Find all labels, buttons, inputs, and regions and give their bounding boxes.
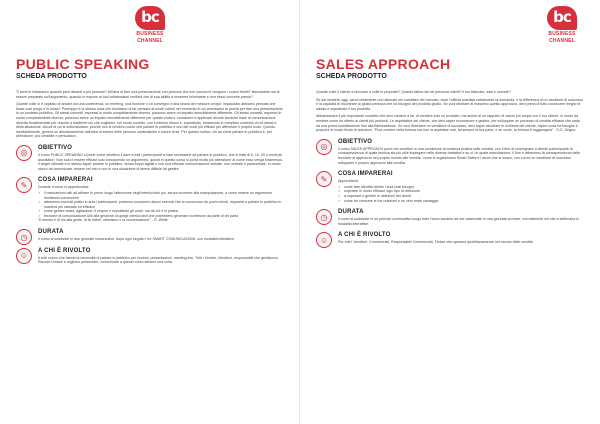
people-icon: ☺	[316, 232, 332, 248]
logo-line1: BUSINESS	[548, 31, 576, 37]
intro-paragraph: Abbandonare il più importante concetto che devi credere a fai, di vendere solo un prodotto, ma anche di un rapporto di valore più ampio con il tuo cliente, in modo da rendere come ha offerto ai clienti più profondi. Le aspettative del cliente, che devi saper riconoscere e gestire, per sviluppare un processo di vendita efficace che vada da una prima soddisfazione fino alla fidelizzazione. Se vuoi diventare un venditore di successo, devi saper ascoltare le richieste del cliente, capire cosa ha bisogno e proporre in modo fluido le soluzioni. "Puoi credere nella fortuna ma non la aspettare mai, fai sempre la tua parte, e se vuole, la fortuna ti raggiungerà" - S.O. Origeo..	[316, 114, 580, 133]
page-title: PUBLIC SPEAKING	[16, 56, 150, 72]
section-a-chi-rivolto	[316, 232, 584, 245]
intro-paragraph: Se sai vendere oggi, sarai certamente uno allenato nel cambiare del mercato, dove l'offerta sovrasta nettamente la domanda, e la differenza di un venditore di successo è la capacità di incontrare la giusta persona che ha bisogno del prodotto giusto. Se vuoi sfruttare al massimo questo approccio, devi prima di tutto conoscere meglio te stesso e soprattutto il tuo prodotto.	[316, 97, 584, 111]
section-durata	[16, 229, 283, 242]
page-subtitle: SCHEDA PRODOTTO	[316, 73, 387, 80]
bullet-list	[338, 185, 584, 203]
bullet-item: ✓ a superare e gestire le obiezioni dei clienti	[338, 194, 584, 199]
bullet-item: ✓ superare in modo efficace ogni tipo di obiezione	[338, 189, 584, 194]
section-cosa-imparerai	[16, 177, 283, 223]
bullet-list	[38, 191, 283, 219]
section-a-chi-rivolto	[16, 248, 283, 265]
bullet-item: ✓ tecniche di comunicazione utili alla gestione di quegli interlocutori che potrebbero generare incertezze da parte di chi parla	[38, 214, 283, 219]
intro-paragraph: Ti senti in imbarazzo quando parli davanti a più persone? All'idea di fare una presentazione con persone che non conosci ti vengono i sudori freddi? Nonostante sia di essere preparato sull'argomento, quando le espone ai tuoi collaboratori verifichi che di sua abilità a rimanere fulminante e non riesci concerle parole?	[16, 90, 280, 99]
logo-line2: CHANNEL	[549, 38, 575, 44]
bullet-item: ✓ attraverso esercizi pratici in aula i partecipanti, potranno conoscere alcuni esercizi che si conoscono da pochi minuti, imparerà a parlare in pubblico in maniera più naturale ed efficace	[38, 200, 283, 209]
section-body	[338, 147, 584, 165]
section-title: DURATA	[38, 229, 64, 236]
section-body	[338, 179, 584, 203]
section-text: Il corso si suddivide in un periodo continuativo lungo tutto l'anno accanto ad ore cadenzate in una giornata al mese, normalmente nel sito a settimana in modalità interattive.	[338, 217, 580, 226]
bullet-item: ✓ il meccanismi utili ad attirare in primo luogo l'attenzione degli interlocutori poi, senza incorrere alla manipolazione, a come essere un argomento risultando convincenti	[38, 191, 283, 200]
section-body	[338, 217, 584, 226]
section-body	[38, 153, 283, 171]
section-title: COSA IMPARERAI	[338, 171, 393, 178]
target-icon: ◎	[316, 139, 332, 155]
logo-mark: bc	[135, 6, 165, 30]
clock-icon: ◷	[16, 229, 32, 245]
section-body	[338, 240, 584, 245]
logo-line2: CHANNEL	[137, 38, 163, 44]
logo-line1: BUSINESS	[136, 31, 164, 37]
people-icon: ☺	[16, 248, 32, 264]
bullet-item: ✓ come far crescere le tue relazioni e un vero reale vantaggio	[338, 199, 584, 204]
bullet-item: ✓ come gestire ansia, agitazione, il respiro e soprattutto gli occhi, sia da chi è in platea	[38, 209, 283, 214]
section-title: OBIETTIVO	[338, 138, 373, 145]
section-durata	[316, 209, 584, 226]
section-text: Il corso SALES APPROACH porre nei venditori in una condizione di continua pratica sulle vendita, con il fine di convegnare a cliente partecipante la consapevolezza di quale tecnica sia più utile impiegare nelle diverse trattative e su ci i in quale esercitazione. Il fine è attraverso la consapevolezza delle tecniche di approccio nel proprio mondo alle vendite, come si organizzano Smart Sales e i lavori che si usano, con cui ed un venditore di successo sviluppare il proprio approccio alla vendita.	[338, 146, 581, 165]
section-obiettivo	[16, 145, 283, 171]
section-text: Durante il corso si approfondirà:	[38, 185, 89, 190]
section-text: Il corso PUBLIC SPEAKING si pone come obiettivo il dare a tutti i partecipanti le basi necessarie ad parlare in pubblico, che si tratti di 5, 10, 20 o molti più ascoltatori. Non solo il essere efficaci solo conoscendo un argomento, quindi in questo corso si porrà molta più attenzione al come esso venga trasmesso. Il target ottimale e lo stesso saper parlare in pubblico, senza troppi agitati e con una efficace comunicazione verbale, non verbale e paraverbale, in modo sicuro da comunicare, essere nel mio e non in una situazione di stress difficile da gestire.	[38, 152, 283, 171]
section-title: DURATA	[338, 209, 364, 216]
section-title: A CHI È RIVOLTO	[338, 232, 391, 239]
intro-text	[316, 90, 584, 133]
section-text: Per tutti i Venditori, Commerciali, Responsabili Commerciali, Titolari che operano quotidianamente nel mondo delle vendite.	[338, 240, 534, 245]
section-cosa-imparerai	[316, 171, 584, 203]
section-quote: "Il mondo è di chi alla gente, la fa ridere, ottimismo o la conversazione" - O. Wilde	[38, 218, 168, 223]
section-obiettivo	[316, 139, 584, 165]
section-text: Il corso si suddivide in due giornate consecutive, dopo ogni seguito i tre SMART COMUNICAZIONI, con modalità interattive.	[38, 237, 236, 242]
right-page	[300, 0, 600, 424]
clock-icon: ◷	[316, 209, 332, 225]
target-icon: ◎	[16, 145, 32, 161]
section-title: COSA IMPARERAI	[38, 177, 93, 184]
page-subtitle: SCHEDA PRODOTTO	[16, 73, 87, 80]
section-body	[38, 185, 283, 223]
section-text: A tutti coloro che hanno la necessità di parlare in pubblico per riunioni, presentazioni, meeting ecc. Tutti i Vendor, Venditori, responsabili che gestiscono Risorse Umane e vogliono presentare, comunicare a questo corso almeno una volta.	[38, 255, 279, 265]
section-title: OBIETTIVO	[38, 144, 73, 151]
section-title: A CHI È RIVOLTO	[38, 247, 91, 254]
graduation-cap-icon: ✎	[16, 177, 32, 193]
intro-paragraph: Quante volte il cliente a bloccare a volte le proposte? Quanto fatica hai nel percorso clienti? Il tuo fatturato, sale e scende?	[316, 90, 511, 94]
section-body	[38, 256, 283, 265]
graduation-cap-icon: ✎	[316, 171, 332, 187]
section-text: Apprenderai:	[338, 179, 359, 184]
bullet-item: ✓ come fare identità cliente i suoi reali bisogni	[338, 185, 584, 190]
brand-logo	[540, 6, 584, 44]
intro-paragraph: Quante volte ci è capitato di andare ad una conferenza, un meeting, una riunione o un convegno e alla sinora del meloure un'opo' impacciato abbiamo pensato che fosse così porgo e le fosse? Purtroppo è la stessa cosa che rischiamo di far pensare ai nostri uditori nel momento in cui prendiamo la parola per fare una presentazione in un contesto pubblico. Gli stessi concetti, espressi in modo completamente diverso, possono avere un impatto sensibilmente differente. Gli stessi concetti, espressi in modo completamente diverso, possono avere un impatto sensibilmente differente per questo motivo, conoscere e applicare alcune tecniche base di comunicazione diventa fondamentale per riuscire a trasferire ciò che vogliamo, nel modo corretto, con il minimo sforzo e, soprattutto, rimanendo in completo controllo di noi stessi e della situazione. Alcuni di voi si sottovalutano, perché non si rendono conto che parlare in pubblico è uno dei modi più efficaci per affermare il proprio ruolo. Questo, inevitabilmente, genera un allontanamento dall'idea di essere delle persone carismatiche e sicure di sé. Per questo motivo, chi sa come parlare in pubblico è, per definizione, più credibile e persuasivo.	[16, 102, 283, 139]
intro-text	[16, 90, 283, 139]
brand-logo	[128, 6, 172, 44]
section-body	[38, 237, 283, 242]
page-title: SALES APPROACH	[316, 56, 451, 72]
logo-mark: bc	[547, 6, 577, 30]
